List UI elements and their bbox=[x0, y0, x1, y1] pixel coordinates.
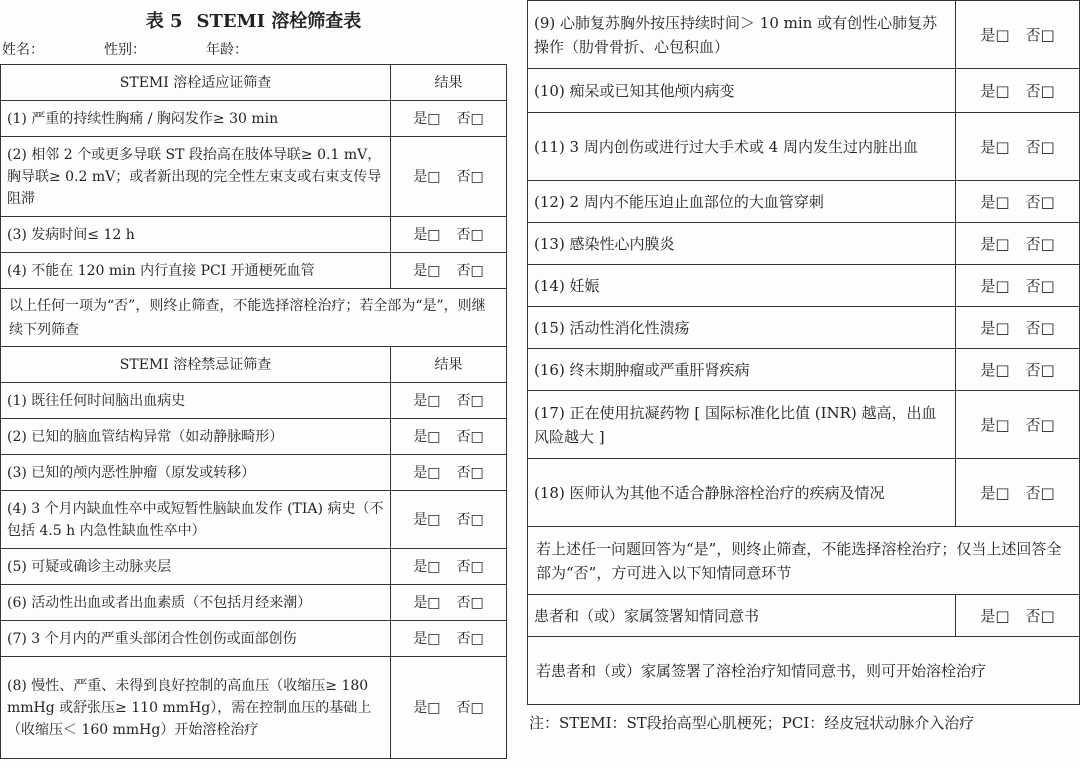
contraindication-item: (13) 感染性心内膜炎 bbox=[528, 223, 956, 265]
table-title bbox=[0, 0, 507, 40]
yes-checkbox[interactable]: 是□ bbox=[413, 226, 441, 243]
no-checkbox[interactable]: 否□ bbox=[456, 511, 484, 528]
patient-info bbox=[0, 40, 507, 64]
result-cell bbox=[956, 349, 1080, 391]
result-cell bbox=[391, 491, 507, 549]
contraindication-item: (8) 慢性、严重、未得到良好控制的高血压（收缩压≥ 180 mmHg 或舒张压≥ 110 mmHg），需在控制血压的基础上（收缩压＜ 160 mmHg）开始溶栓治疗 bbox=[1, 657, 391, 759]
yes-checkbox[interactable]: 是□ bbox=[980, 483, 1010, 502]
yes-checkbox[interactable]: 是□ bbox=[980, 137, 1010, 156]
consent-note: 若患者和（或）家属签署了溶栓治疗知情同意书，则可开始溶栓治疗 bbox=[528, 637, 1080, 705]
result-cell bbox=[391, 585, 507, 621]
no-checkbox[interactable]: 否□ bbox=[456, 168, 484, 185]
yes-checkbox[interactable]: 是□ bbox=[980, 415, 1010, 434]
no-checkbox[interactable]: 否□ bbox=[1025, 606, 1055, 625]
result-cell bbox=[391, 137, 507, 217]
result-cell bbox=[956, 391, 1080, 459]
result-cell bbox=[956, 459, 1080, 527]
no-checkbox[interactable]: 否□ bbox=[456, 594, 484, 611]
contraindication-item: (7) 3 个月内的严重头部闭合性创伤或面部创伤 bbox=[1, 621, 391, 657]
yes-checkbox[interactable]: 是□ bbox=[980, 25, 1010, 44]
yes-checkbox[interactable]: 是□ bbox=[980, 81, 1010, 100]
contraindication-item: (15) 活动性消化性溃疡 bbox=[528, 307, 956, 349]
result-cell bbox=[956, 1, 1080, 69]
yes-checkbox[interactable]: 是□ bbox=[413, 558, 441, 575]
result-cell bbox=[391, 455, 507, 491]
no-checkbox[interactable]: 否□ bbox=[456, 464, 484, 481]
contraindication-item: (18) 医师认为其他不适合静脉溶栓治疗的疾病及情况 bbox=[528, 459, 956, 527]
contraindication-item: (10) 痴呆或已知其他颅内病变 bbox=[528, 69, 956, 113]
contraindication-item: (14) 妊娠 bbox=[528, 265, 956, 307]
result-cell bbox=[391, 549, 507, 585]
no-checkbox[interactable]: 否□ bbox=[456, 630, 484, 647]
no-checkbox[interactable]: 否□ bbox=[456, 110, 484, 127]
contraindication-item: (9) 心肺复苏胸外按压持续时间＞ 10 min 或有创性心肺复苏操作（肋骨骨折、心包积血） bbox=[528, 1, 956, 69]
no-checkbox[interactable]: 否□ bbox=[1025, 415, 1055, 434]
indication-item: (2) 相邻 2 个或更多导联 ST 段抬高在肢体导联≥ 0.1 mV，胸导联≥ 0.2 mV；或者新出现的完全性左束支或右束支传导阻滞 bbox=[1, 137, 391, 217]
contraindication-header: STEMI 溶栓禁忌证筛查 bbox=[1, 347, 391, 383]
patient-name-label: 姓名： bbox=[2, 42, 44, 58]
yes-checkbox[interactable]: 是□ bbox=[413, 464, 441, 481]
yes-checkbox[interactable]: 是□ bbox=[413, 428, 441, 445]
result-cell bbox=[956, 113, 1080, 181]
indication-note: 以上任何一项为“否”，则终止筛查，不能选择溶栓治疗；若全部为“是”，则继续下列筛查 bbox=[1, 289, 507, 347]
yes-checkbox[interactable]: 是□ bbox=[413, 699, 441, 716]
result-cell bbox=[956, 265, 1080, 307]
no-checkbox[interactable]: 否□ bbox=[456, 226, 484, 243]
table-number: 表 5 bbox=[145, 11, 183, 32]
no-checkbox[interactable]: 否□ bbox=[456, 558, 484, 575]
yes-checkbox[interactable]: 是□ bbox=[980, 360, 1010, 379]
contraindication-item: (12) 2 周内不能压迫止血部位的大血管穿刺 bbox=[528, 181, 956, 223]
result-cell bbox=[391, 419, 507, 455]
result-cell bbox=[956, 181, 1080, 223]
result-cell bbox=[391, 621, 507, 657]
indication-item: (1) 严重的持续性胸痛 / 胸闷发作≥ 30 min bbox=[1, 101, 391, 137]
yes-checkbox[interactable]: 是□ bbox=[413, 630, 441, 647]
consent-label: 患者和（或）家属签署知情同意书 bbox=[528, 595, 956, 637]
indication-item: (3) 发病时间≤ 12 h bbox=[1, 217, 391, 253]
no-checkbox[interactable]: 否□ bbox=[1025, 276, 1055, 295]
yes-checkbox[interactable]: 是□ bbox=[413, 511, 441, 528]
contraindication-item: (17) 正在使用抗凝药物 [ 国际标准化比值 (INR) 越高，出血风险越大 ] bbox=[528, 391, 956, 459]
result-cell bbox=[956, 307, 1080, 349]
table-title-text: STEMI 溶栓筛查表 bbox=[196, 11, 362, 32]
contraindication-item: (11) 3 周内创伤或进行过大手术或 4 周内发生过内脏出血 bbox=[528, 113, 956, 181]
yes-checkbox[interactable]: 是□ bbox=[413, 110, 441, 127]
yes-checkbox[interactable]: 是□ bbox=[413, 392, 441, 409]
patient-age-label: 年龄： bbox=[206, 42, 248, 58]
yes-checkbox[interactable]: 是□ bbox=[413, 168, 441, 185]
no-checkbox[interactable]: 否□ bbox=[1025, 137, 1055, 156]
result-cell bbox=[391, 253, 507, 289]
contraindication-item: (6) 活动性出血或者出血素质（不包括月经来潮） bbox=[1, 585, 391, 621]
no-checkbox[interactable]: 否□ bbox=[1025, 81, 1055, 100]
result-cell bbox=[956, 595, 1080, 637]
yes-checkbox[interactable]: 是□ bbox=[980, 234, 1010, 253]
contraindication-result-header: 结果 bbox=[391, 347, 507, 383]
no-checkbox[interactable]: 否□ bbox=[1025, 25, 1055, 44]
result-cell bbox=[956, 223, 1080, 265]
screening-table-left bbox=[0, 64, 507, 759]
yes-checkbox[interactable]: 是□ bbox=[980, 192, 1010, 211]
patient-sex-label: 性别： bbox=[104, 42, 146, 58]
yes-checkbox[interactable]: 是□ bbox=[413, 594, 441, 611]
result-cell bbox=[391, 657, 507, 759]
yes-checkbox[interactable]: 是□ bbox=[980, 606, 1010, 625]
screening-table-right bbox=[527, 0, 1080, 705]
result-cell bbox=[956, 69, 1080, 113]
no-checkbox[interactable]: 否□ bbox=[1025, 234, 1055, 253]
no-checkbox[interactable]: 否□ bbox=[456, 428, 484, 445]
indication-header: STEMI 溶栓适应证筛查 bbox=[1, 65, 391, 101]
result-cell bbox=[391, 383, 507, 419]
footnote: 注：STEMI：ST段抬高型心肌梗死；PCI：经皮冠状动脉介入治疗 bbox=[529, 714, 975, 732]
contraindication-item: (3) 已知的颅内恶性肿瘤（原发或转移） bbox=[1, 455, 391, 491]
right-column bbox=[527, 0, 1080, 735]
no-checkbox[interactable]: 否□ bbox=[456, 699, 484, 716]
yes-checkbox[interactable]: 是□ bbox=[980, 276, 1010, 295]
result-cell bbox=[391, 101, 507, 137]
indication-result-header: 结果 bbox=[391, 65, 507, 101]
contraindication-item: (1) 既往任何时间脑出血病史 bbox=[1, 383, 391, 419]
contraindication-note: 若上述任一问题回答为“是”，则终止筛查，不能选择溶栓治疗；仅当上述回答全部为“否”，方可进入以下知情同意环节 bbox=[528, 527, 1080, 595]
no-checkbox[interactable]: 否□ bbox=[1025, 192, 1055, 211]
no-checkbox[interactable]: 否□ bbox=[1025, 318, 1055, 337]
no-checkbox[interactable]: 否□ bbox=[456, 262, 484, 279]
contraindication-item: (4) 3 个月内缺血性卒中或短暂性脑缺血发作 (TIA) 病史（不包括 4.5 h 内急性缺血性卒中） bbox=[1, 491, 391, 549]
yes-checkbox[interactable]: 是□ bbox=[413, 262, 441, 279]
left-column bbox=[0, 0, 507, 759]
contraindication-item: (16) 终末期肿瘤或严重肝肾疾病 bbox=[528, 349, 956, 391]
indication-item: (4) 不能在 120 min 内行直接 PCI 开通梗死血管 bbox=[1, 253, 391, 289]
no-checkbox[interactable]: 否□ bbox=[1025, 360, 1055, 379]
no-checkbox[interactable]: 否□ bbox=[456, 392, 484, 409]
contraindication-item: (5) 可疑或确诊主动脉夹层 bbox=[1, 549, 391, 585]
contraindication-item: (2) 已知的脑血管结构异常（如动静脉畸形） bbox=[1, 419, 391, 455]
no-checkbox[interactable]: 否□ bbox=[1025, 483, 1055, 502]
yes-checkbox[interactable]: 是□ bbox=[980, 318, 1010, 337]
result-cell bbox=[391, 217, 507, 253]
